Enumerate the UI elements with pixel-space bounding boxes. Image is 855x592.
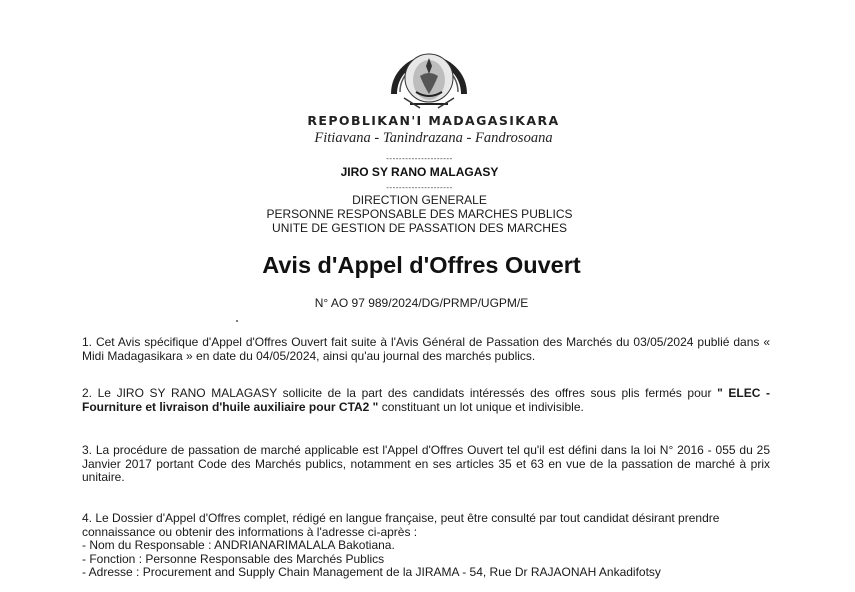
- page-title: Avis d'Appel d'Offres Ouvert: [262, 252, 581, 278]
- national-motto: Fitiavana - Tanindrazana - Fandrosoana: [314, 130, 553, 146]
- madagascar-state-seal-icon: [390, 42, 468, 114]
- paragraph-1: 1. Cet Avis spécifique d'Appel d'Offres Ouvert fait suite à l'Avis Général de Passation des Marchés du 03/05/2024 publié dans « Midi Madagasikara » en date du 04/05/2024, ainsi qu'au journal des marchés publics.: [82, 335, 770, 363]
- responsable-function: - Fonction : Personne Responsable des Marchés Publics: [82, 551, 385, 566]
- paragraph-2-text: 2. Le JIRO SY RANO MALAGASY sollicite de la part des candidats intéressés des offres sous plis fermés pour: [82, 386, 718, 400]
- responsable-name: - Nom du Responsable : ANDRIANARIMALALA Bakotiana.: [82, 538, 395, 552]
- separator: ---------------------: [386, 154, 453, 163]
- reference-number: N° AO 97 989/2024/DG/PRMP/UGPM/E: [314, 296, 529, 310]
- company-name: JIRO SY RANO MALAGASY: [340, 165, 499, 179]
- paragraph-2: [82, 387, 770, 414]
- scan-speck: [236, 320, 238, 322]
- direction-generale: DIRECTION GENERALE: [352, 193, 487, 207]
- paragraph-4-intro: 4. Le Dossier d'Appel d'Offres complet, rédigé en langue française, peut être consulté par tout candidat désirant prendre connaissance ou obtenir des informations à l'adresse ci-après :: [82, 511, 720, 539]
- prmp-line: PERSONNE RESPONSABLE DES MARCHES PUBLICS: [266, 207, 573, 221]
- responsable-address: - Adresse : Procurement and Supply Chain Management de la JIRAMA - 54, Rue Dr RAJAONAH Ankadifotsy: [82, 565, 661, 579]
- paragraph-4: [82, 512, 770, 580]
- paragraph-3: 3. La procédure de passation de marché applicable est l'Appel d'Offres Ouvert tel qu'il est défini dans la loi N° 2016 - 055 du 25 Janvier 2017 portant Code des Marchés publics, notamment en ses articles 35 et 63 en vue de la passation de marché à prix unitaire.: [82, 443, 770, 484]
- republic-name: REPOBLIKAN'I MADAGASIKARA: [307, 113, 560, 128]
- lot-title: " ELEC - Fourniture et livraison d'huile auxiliaire pour CTA2 ": [82, 386, 771, 414]
- ugpm-line: UNITE DE GESTION DE PASSATION DES MARCHES: [272, 221, 567, 235]
- separator: ---------------------: [386, 183, 453, 192]
- paragraph-2-end: constituant un lot unique et indivisible.: [378, 399, 584, 414]
